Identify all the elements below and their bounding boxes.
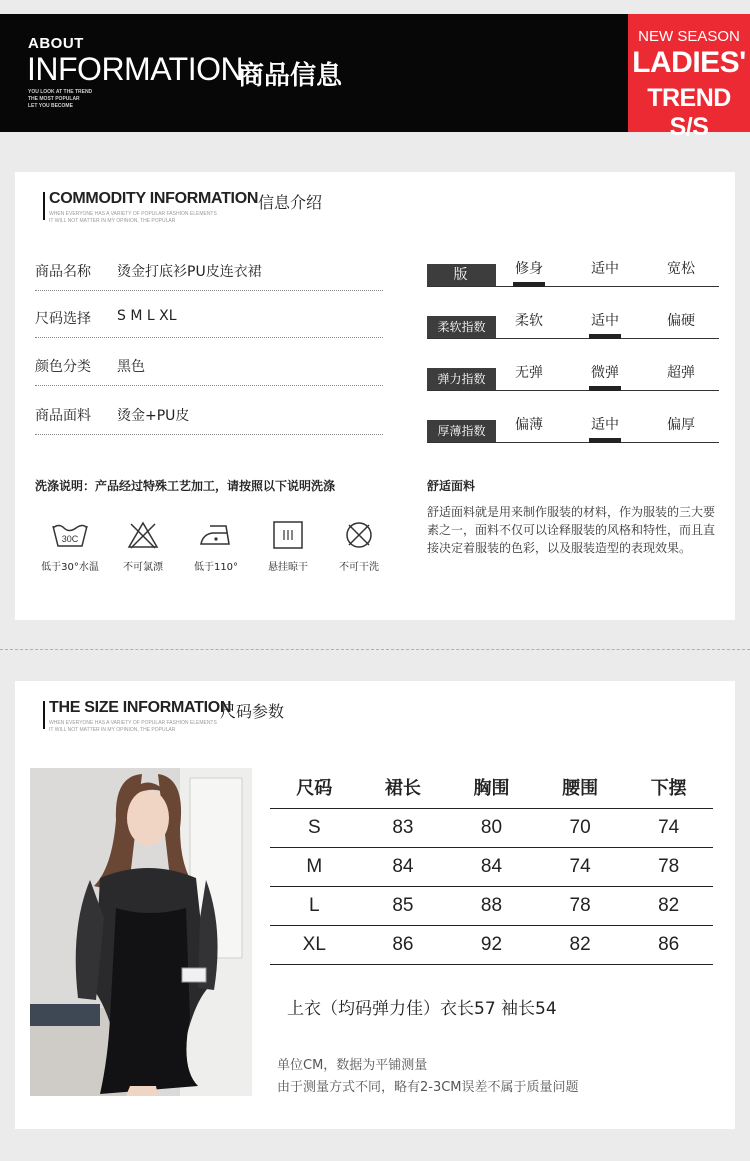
size-title-cn: 尺码参数 bbox=[220, 702, 285, 721]
index-row-thickness bbox=[427, 411, 719, 443]
comfort-fabric-title: 舒适面料 bbox=[427, 479, 476, 493]
error-note: 由于测量方式不同，略有2-3CM误差不属于质量问题 bbox=[277, 1080, 579, 1095]
svg-text:30C: 30C bbox=[61, 534, 79, 544]
commodity-title-cn: 信息介绍 bbox=[258, 193, 323, 212]
table-header-row bbox=[270, 767, 713, 808]
index-option: 无弹 bbox=[515, 365, 543, 381]
table-row bbox=[270, 847, 713, 886]
table-cell: 88 bbox=[447, 886, 536, 925]
table-cell: 82 bbox=[536, 925, 625, 964]
commodity-subtitle: WHEN EVERYONE HAS A VARIETY OF POPULAR FASHION ELEMENTS IT WILL NOT MATTER IN MY OPINION, THE POPULAR bbox=[49, 211, 217, 224]
info-row-fabric bbox=[35, 405, 383, 435]
table-cell: 78 bbox=[536, 886, 625, 925]
info-value: 烫金打底衫PU皮连衣裙 bbox=[117, 264, 262, 280]
no-dry-clean-icon bbox=[339, 520, 379, 550]
index-option: 偏薄 bbox=[515, 417, 543, 433]
index-option: 柔软 bbox=[515, 313, 543, 329]
index-row-elasticity bbox=[427, 359, 719, 391]
size-subtitle: WHEN EVERYONE HAS A VARIETY OF POPULAR FASHION ELEMENTS IT WILL NOT MATTER IN MY OPINION, THE POPULAR bbox=[49, 720, 217, 733]
size-panel bbox=[15, 681, 735, 1129]
info-value: 烫金+PU皮 bbox=[117, 408, 190, 424]
header-title-cn: 商品信息 bbox=[238, 61, 343, 91]
header-banner bbox=[0, 14, 750, 141]
table-cell: 85 bbox=[359, 886, 448, 925]
table-cell: 86 bbox=[624, 925, 713, 964]
table-header: 腰围 bbox=[536, 767, 625, 808]
index-label: 柔软指数 bbox=[427, 316, 496, 338]
info-value: S M L XL bbox=[117, 308, 177, 324]
index-option: 偏厚 bbox=[667, 417, 695, 433]
wash-item: 不可干洗 bbox=[324, 520, 394, 573]
info-key: 商品名称 bbox=[35, 264, 91, 280]
badge-ladies: LADIES' bbox=[632, 46, 746, 79]
table-header: 胸围 bbox=[447, 767, 536, 808]
title-accent-bar bbox=[43, 701, 45, 729]
wash-item: 低于110° bbox=[181, 520, 251, 573]
table-header: 裙长 bbox=[359, 767, 448, 808]
table-cell: S bbox=[270, 808, 359, 847]
index-label: 版 型 bbox=[427, 264, 496, 286]
index-option: 宽松 bbox=[667, 261, 695, 277]
table-row bbox=[270, 808, 713, 847]
no-bleach-icon bbox=[123, 520, 163, 550]
wash-item: 悬挂晾干 bbox=[253, 520, 323, 573]
table-cell: 84 bbox=[447, 847, 536, 886]
size-table bbox=[270, 767, 713, 965]
section-divider bbox=[0, 649, 750, 650]
index-option: 适中 bbox=[591, 261, 619, 277]
commodity-title-en: COMMODITY INFORMATION bbox=[49, 190, 259, 207]
table-cell: 78 bbox=[624, 847, 713, 886]
commodity-panel bbox=[15, 172, 735, 620]
index-row-fit bbox=[427, 255, 719, 305]
index-option: 偏硬 bbox=[667, 313, 695, 329]
table-cell: L bbox=[270, 886, 359, 925]
unit-note: 单位CM，数据为平铺测量 bbox=[277, 1058, 428, 1073]
table-cell: M bbox=[270, 847, 359, 886]
table-row bbox=[270, 925, 713, 964]
model-photo bbox=[30, 768, 252, 1096]
info-value: 黑色 bbox=[117, 359, 145, 375]
index-option: 适中 bbox=[591, 414, 619, 434]
new-season-badge bbox=[628, 14, 750, 141]
table-header: 尺码 bbox=[270, 767, 359, 808]
table-cell: XL bbox=[270, 925, 359, 964]
iron-icon bbox=[196, 520, 236, 550]
info-key: 颜色分类 bbox=[35, 359, 91, 375]
index-option: 修身 bbox=[515, 258, 543, 278]
header-information: INFORMATION bbox=[27, 51, 244, 87]
badge-new-season: NEW SEASON bbox=[638, 28, 740, 45]
table-cell: 92 bbox=[447, 925, 536, 964]
index-option: 适中 bbox=[591, 310, 619, 330]
wash-30-icon bbox=[50, 520, 90, 550]
table-cell: 83 bbox=[359, 808, 448, 847]
comfort-fabric-text: 舒适面料就是用来制作服装的材料，作为服装的三大要素之一，面料不仅可以诠释服装的风格和特性，而且直接决定着服装的色彩，以及服装造型的表现效果。 bbox=[427, 505, 716, 555]
badge-trend: TREND S/S bbox=[647, 84, 731, 141]
table-cell: 70 bbox=[536, 808, 625, 847]
title-accent-bar bbox=[43, 192, 45, 220]
table-cell: 80 bbox=[447, 808, 536, 847]
header-tagline: YOU LOOK AT THE TREND THE MOST POPULAR LET YOU BECOME bbox=[28, 89, 93, 109]
info-row-name bbox=[35, 261, 383, 291]
wash-item: 30C 低于30°水温 bbox=[35, 520, 105, 573]
table-cell: 82 bbox=[624, 886, 713, 925]
wash-item: 不可氯漂 bbox=[108, 520, 178, 573]
index-option: 微弹 bbox=[591, 362, 619, 382]
wash-instructions-title: 洗涤说明：产品经过特殊工艺加工，请按照以下说明洗涤 bbox=[35, 479, 336, 493]
table-cell: 74 bbox=[536, 847, 625, 886]
header-about: ABOUT bbox=[28, 35, 84, 52]
table-cell: 84 bbox=[359, 847, 448, 886]
table-header: 下摆 bbox=[624, 767, 713, 808]
table-row bbox=[270, 886, 713, 925]
hang-dry-icon bbox=[268, 520, 308, 550]
table-cell: 74 bbox=[624, 808, 713, 847]
index-row-softness bbox=[427, 307, 719, 339]
index-label: 弹力指数 bbox=[427, 368, 496, 390]
info-key: 商品面料 bbox=[35, 408, 91, 424]
table-cell: 86 bbox=[359, 925, 448, 964]
info-row-size bbox=[35, 308, 383, 338]
size-title-en: THE SIZE INFORMATION bbox=[49, 699, 232, 716]
index-label: 厚薄指数 bbox=[427, 420, 496, 442]
info-row-color bbox=[35, 356, 383, 386]
info-key: 尺码选择 bbox=[35, 311, 91, 327]
top-measure-note: 上衣（均码弹力佳）衣长57 袖长54 bbox=[287, 999, 557, 1019]
index-option: 超弹 bbox=[667, 365, 695, 381]
